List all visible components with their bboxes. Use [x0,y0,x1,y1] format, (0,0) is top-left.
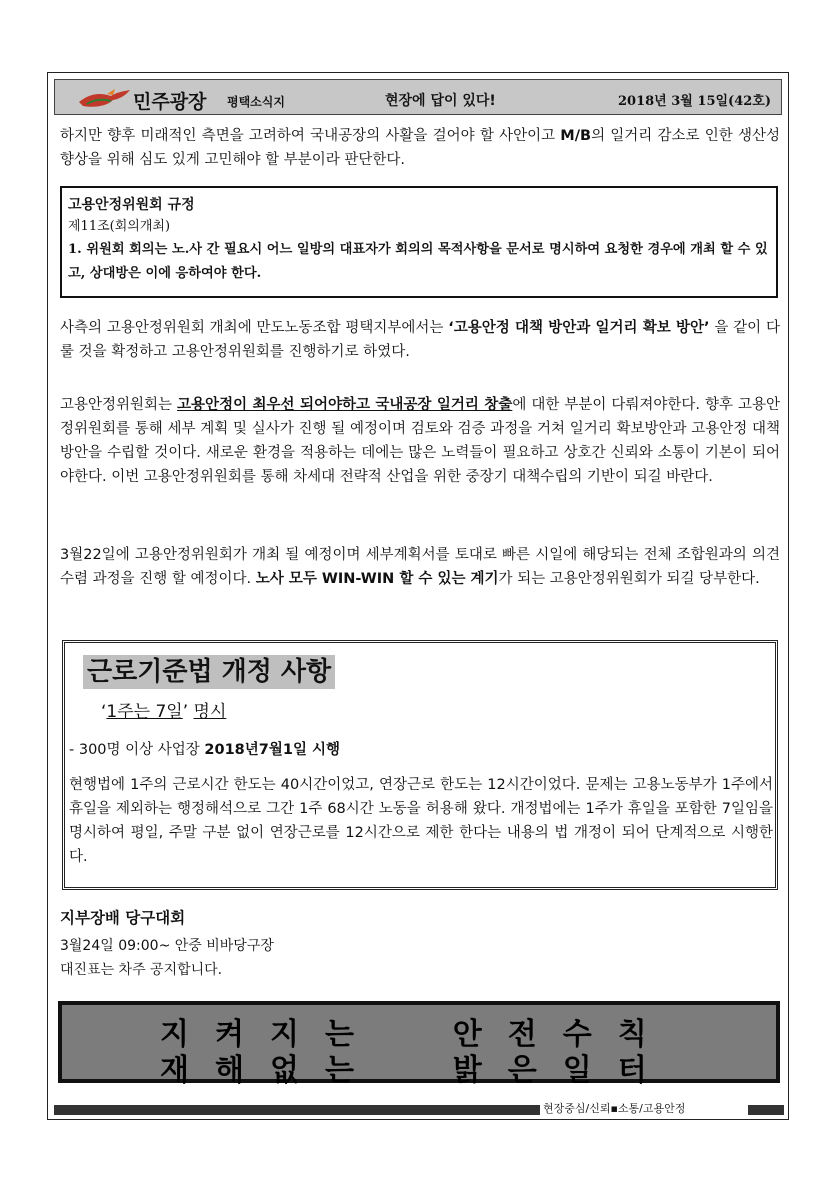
quote-close: ’ [182,702,194,722]
para2-text-c: 을 같이 다룰 것을 확정하고 고용안정위원회를 진행하기로 하였다. [60,320,780,360]
para3-text-c: 에 대한 부분이 다뤄져야한다. 향후 고용안정위원회를 통해 세부 계획 및 실사가 진행 될 예정이며 검토와 검증 과정을 거쳐 일거리 확보방안과 고용안정 대책방안을 수립할 것이다. 새로운 환경을 적용하는 데에는 많은 노력들이 필요하고 상호간 신뢰와 소통이 기본이 되어야한다. 이번 고용안정위원회를 통해 차세대 전략적 산업을 위한 중장기 대책수립의 기반이 되길 바란다. [60,397,780,485]
footer-bar-right [748,1105,784,1115]
intro-text-bold: M/B [560,128,592,144]
paragraph-4 [60,543,780,591]
labor-law-effective-line [69,739,340,761]
meeting-notice: 대진표는 차주 공지합니다. [60,962,223,978]
bird-logo-icon [77,88,131,110]
para4-text-a: 3월22일에 고용안정위원회가 개최 될 예정이며 세부계획서를 토대로 빠른 시일에 해당되는 전체 조합원과의 의견수렴 과정을 진행 할 예정이다. [60,547,780,587]
para4-text-bold: 노사 모두 WIN-WIN 할 수 있는 계기 [255,571,499,587]
para2-text-a: 사측의 고용안정위원회 개최에 만도노동조합 평택지부에서는 [60,320,449,336]
intro-text-c: 의 일거리 감소로 인한 생산성 향상을 위해 심도 있게 고민해야 할 부분이라 판단한다. [60,128,780,168]
meeting-schedule: 3월24일 09:00~ 안중 비바당구장 [60,938,274,954]
law-effective-date: 2018년7월1일 시행 [204,742,341,758]
footer-motto: 현장중심/신뢰▪소통/고용안정 [543,1102,686,1115]
labor-law-subtitle [101,699,226,725]
labor-law-title: 근로기준법 개정 사항 [83,655,335,689]
banner-line-2: 재해없는 밝은일터 [160,1053,673,1088]
intro-paragraph [60,124,780,172]
paragraph-3 [60,393,780,489]
law-highlight: 1주는 7일 [106,702,183,722]
para4-text-c: 가 되는 고용안정위원회가 되길 당부한다. [498,571,760,587]
issue-date: 2018년 3월 15일(42호) [618,94,771,109]
labor-law-body: 현행법에 1주의 근로시간 한도는 40시간이었고, 연장근로 한도는 12시간이었다. 문제는 고용노동부가 1주에서 휴일을 제외하는 행정해석으로 그간 1주 68시간 노동을 허용해 왔다. 개정법에는 1주가 휴일을 포함한 7일임을 명시하여 평일, 주말 구분 없이 연장근로를 12시간으로 제한 한다는 내용의 법 개정이 되어 단계적으로 시행한다. [69,777,773,865]
banner-line-1: 지켜지는 안전수칙 [160,1017,673,1052]
header-slogan: 현장에 답이 있다! [385,93,496,109]
meeting-title: 지부장배 당구대회 [60,909,186,927]
regulation-title: 고용안정위원회 규정 [68,197,195,213]
para3-text-underline: 고용안정이 최우선 되어야하고 국내공장 일거리 창출 [177,397,513,413]
law-line-text: - 300명 이상 사업장 [69,742,205,758]
newsletter-header [54,79,782,115]
law-sub-tail: 명시 [193,702,227,722]
regulation-article: 제11조(회의개최) [68,219,171,234]
footer-bar-left [54,1105,540,1115]
para2-text-bold: ‘고용안정 대책 방안과 일거리 확보 방안’ [448,320,710,336]
brand-subtitle: 평택소식지 [227,95,285,109]
paragraph-2 [60,316,780,364]
newsletter-page [47,72,789,1120]
safety-banner [58,1001,780,1088]
intro-text-a: 하지만 향후 미래적인 측면을 고려하여 국내공장의 사활을 걸어야 할 사안이고 [60,128,561,144]
quote-open: ‘ [101,702,107,722]
regulation-body: 1. 위원회 회의는 노.사 간 필요시 어느 일방의 대표자가 회의의 목적사항을 문서로 명시하여 요청한 경우에 개최 할 수 있고, 상대방은 이에 응하여야 한다. [68,242,768,281]
labor-law-box [62,640,778,890]
regulation-box [60,186,778,298]
brand-name: 민주광장 [133,91,207,113]
para3-text-a: 고용안정위원회는 [60,397,178,413]
